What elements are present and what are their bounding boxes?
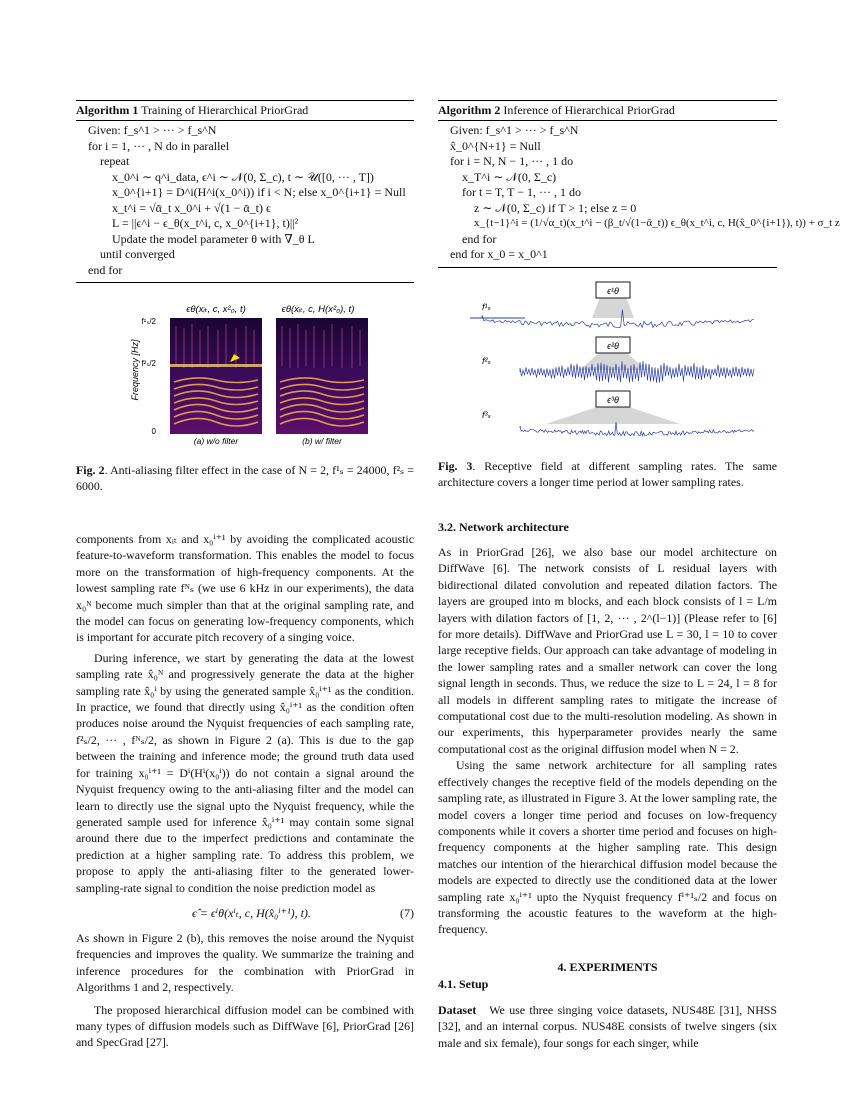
algo1-line: x_0^i ∼ q^i_data, ϵ^i ∼ 𝒩(0, Σ_c), t ∼ 𝒰([0, ··· , T]) xyxy=(112,169,374,184)
fig3-box-2-label: ϵ²θ xyxy=(607,341,619,351)
left-paragraph-1: components from xᵢₜ and x₀ⁱ⁺¹ by avoiding the complicated acoustic feature-to-waveform transformation. This enables the model to focus more on the transformation of high-frequency components. At the lowest sampling rate fᴺₛ (we use 6 kHz in our experiments), the data x₀ᴺ become much simpler than that at the original sampling rate, and the model can focus on generating low-frequency components, which is important for accurate pitch recovery of a singing voice. xyxy=(76,532,414,645)
algo1-line: for i = 1, ··· , N do in parallel xyxy=(88,138,230,153)
fig2-panel-a-title: ϵθ(xᵢₜ, c, x²₀, t) xyxy=(186,304,246,315)
equation-7 xyxy=(76,902,414,926)
fig2-ytick-top: f¹ₛ/2 xyxy=(141,317,156,326)
waveform-path xyxy=(520,422,754,436)
fig3-row-1-label: f¹ₛ xyxy=(482,302,491,312)
right-column xyxy=(438,520,777,1051)
fig2-sublabel-a: (a) w/o filter xyxy=(193,436,239,446)
fig2-ytick-mid: f²ₛ/2 xyxy=(141,359,156,368)
fig2-spectrogram-b xyxy=(276,318,368,434)
algo1-line: x_0^{i+1} = D^i(H^i(x_0^i)) if i < N; else x_0^{i+1} = Null xyxy=(112,185,406,199)
fig2-spectrogram-a xyxy=(170,318,262,434)
left-paragraph-2: During inference, we start by generating the data at the lowest sampling rate x̂₀ᴺ and progressively generate the data at the higher sampling rate x̂₀ⁱ by using the generated sample x̂₀ⁱ⁺¹ as the condition. In practice, we found that directly using x̂₀ⁱ⁺¹ as the condition often produces noise around the Nyquist frequencies of each sampling rate, f²ₛ/2, ··· , fᴺₛ/2, as shown in Figure 2 (a). This is due to the gap between the training and inference mode; the ground truth data used for training x₀ⁱ⁺¹ = Dⁱ(Hⁱ(x₀ⁱ)) do not contain a signal around the Nyquist frequency owing to the anti-aliasing filter and the model can learn to directly use the signal upto the Nyquist frequency, while the generated sample used for inference x̂₀ⁱ⁺¹ may contain some signal around there due to the imperfect predictions and contaminate the prediction at a higher sampling rate. To address this problem, we propose to apply the anti-aliasing filter to the generated lower-sampling-rate signal to condition the noise prediction model as xyxy=(76,650,414,895)
algo1-line: end for xyxy=(88,262,123,277)
left-paragraph-4: The proposed hierarchical diffusion model can be combined with many types of diffusion models such as DiffWave [6], PriorGrad [26] and SpecGrad [27]. xyxy=(76,1002,414,1050)
fig3-box-3-label: ϵ³θ xyxy=(607,395,619,405)
algo2-line: for t = T, T − 1, ··· , 1 do xyxy=(462,185,581,199)
algorithm-1 xyxy=(76,100,414,283)
algo1-line: until converged xyxy=(100,247,175,261)
algorithm-1-header xyxy=(76,101,414,121)
algo2-line: x_{t−1}^i = (1/√α_t)(x_t^i − (β_t/√(1−ᾱ_t)) ϵ_θ(x_t^i, c, H(x̂_0^{i+1}), t)) + σ_t z xyxy=(474,217,840,229)
fig2-panel-b-title: ϵθ(xᵢₜ, c, H(x²₀), t) xyxy=(281,304,355,315)
fig2-ylabel: Frequency [Hz] xyxy=(130,339,140,401)
left-column xyxy=(76,531,414,1051)
fig3-caption-label: Fig. 3 xyxy=(438,459,473,473)
algorithm-1-label: Algorithm 1 xyxy=(76,103,139,117)
algorithm-1-title: Training of Hierarchical PriorGrad xyxy=(141,103,309,117)
fig2-ytick-zero: 0 xyxy=(151,427,156,436)
algo1-line: Update the model parameter θ with ∇_θ L xyxy=(112,231,315,246)
fig3-row-2-label: f²ₛ xyxy=(482,356,491,366)
algo1-line: Given: f_s^1 > ··· > f_s^N xyxy=(88,123,217,137)
algo2-line: x_T^i ∼ 𝒩(0, Σ_c) xyxy=(462,169,557,184)
section-3-2-heading: 3.2. Network architecture xyxy=(438,520,569,534)
right-paragraph-1: As in PriorGrad [26], we also base our model architecture on DiffWave [6]. The network consists of L residual layers with bidirectional dilated convolution and repeated dilation factors. The layers are grouped into m blocks, and each block consists of l = L/m layers with dilation factors of [1, 2, ··· , 2^(l−1)] (Please refer to [6] for more details). DiffWave and PriorGrad use L = 30, l = 10 to cover large receptive fields. Our approach can take advantage of modeling in the lower sampling rates and a smaller network can cover the long signal length in seconds. Thus, we reduce the size to L = 24, l = 8 for all models in different sampling rates to mitigate the increase of computational cost due to the multi-resolution modeling. As shown in our experiments, this hyperparameter provides nearly the same computational cost as the original diffusion model when N = 2. xyxy=(438,545,777,756)
dataset-text: We use three singing voice datasets, NUS48E [31], NHSS [32], and an internal corpus. NUS48E consists of twelve singers (six male and six female), four songs for each singer, while xyxy=(438,1002,778,1050)
algo2-line: x̂_0^{N+1} = Null xyxy=(450,138,541,153)
equation-7-number: (7) xyxy=(400,905,414,920)
dataset-label: Dataset xyxy=(438,1002,477,1017)
dataset-paragraph xyxy=(438,1002,777,1051)
algo2-line: end for x_0 = x_0^1 xyxy=(450,247,548,261)
algo2-line: z ∼ 𝒩(0, Σ_c) if T > 1; else z = 0 xyxy=(474,200,637,215)
algo1-line: repeat xyxy=(100,154,130,168)
fig3-row-3-label: f³ₛ xyxy=(482,410,491,420)
fig3-waveform-3 xyxy=(520,422,754,436)
fig3-caption xyxy=(438,458,777,490)
figure-2 xyxy=(126,296,386,448)
algorithm-2-title: Inference of Hierarchical PriorGrad xyxy=(503,103,675,117)
algo2-line: Given: f_s^1 > ··· > f_s^N xyxy=(450,123,579,137)
algo1-line: x_t^i = √ᾱ_t x_0^i + √(1 − ᾱ_t) ϵ xyxy=(112,200,271,215)
algo2-line: end for xyxy=(462,231,497,246)
left-paragraph-3: As shown in Figure 2 (b), this removes the noise around the Nyquist frequencies and improves the quality. We summarize the training and inference procedures for the combination with PriorGrad in Algorithms 1 and 2, respectively. xyxy=(76,930,414,995)
algo1-line: L = ||ϵ^i − ϵ_θ(x_t^i, c, x_0^{i+1}, t)||² xyxy=(112,216,299,230)
fig3-caption-text: . Receptive field at different sampling rates. The same architecture covers a longer time period at lower sampling rates. xyxy=(438,459,778,489)
section-4-1-heading: 4.1. Setup xyxy=(438,976,489,991)
algorithm-2-header xyxy=(438,101,777,121)
algorithm-2-label: Algorithm 2 xyxy=(438,103,501,117)
fig2-caption-text: . Anti-aliasing filter effect in the case of N = 2, f¹ₛ = 24000, f²ₛ = 6000. xyxy=(76,463,415,493)
algo2-line: for i = N, N − 1, ··· , 1 do xyxy=(450,154,574,168)
right-paragraph-2: Using the same network architecture for all sampling rates effectively changes the receptive field of the models depending on the sampling rate, as illustrated in Figure 3. At the lower sampling rate, the model covers a longer time period and focuses on low-frequency components while it covers a shorter time period and focuses on high-frequency components at the higher sampling rate. This design matches our intention of the hierarchical diffusion model because the models are expected to directly use the conditioned data at the lower sampling rate x₀ⁱ⁺¹ upto the Nyquist frequency fⁱ⁺¹ₛ/2 and focus on transforming the acoustic features to the waveform at the high-frequency. xyxy=(438,758,777,937)
fig2-caption-label: Fig. 2 xyxy=(76,463,105,477)
figure-3 xyxy=(470,278,770,443)
algorithm-2 xyxy=(438,100,840,268)
fig3-box-1-label: ϵ¹θ xyxy=(607,286,619,296)
equation-7-body: ϵ̂ = ϵⁱθ(xⁱₜ, c, H(x̂₀ⁱ⁺¹), t). xyxy=(192,905,311,920)
fig2-caption xyxy=(76,462,414,494)
fig2-sublabel-b: (b) w/ filter xyxy=(302,436,342,446)
section-4-heading: 4. EXPERIMENTS xyxy=(557,959,658,974)
